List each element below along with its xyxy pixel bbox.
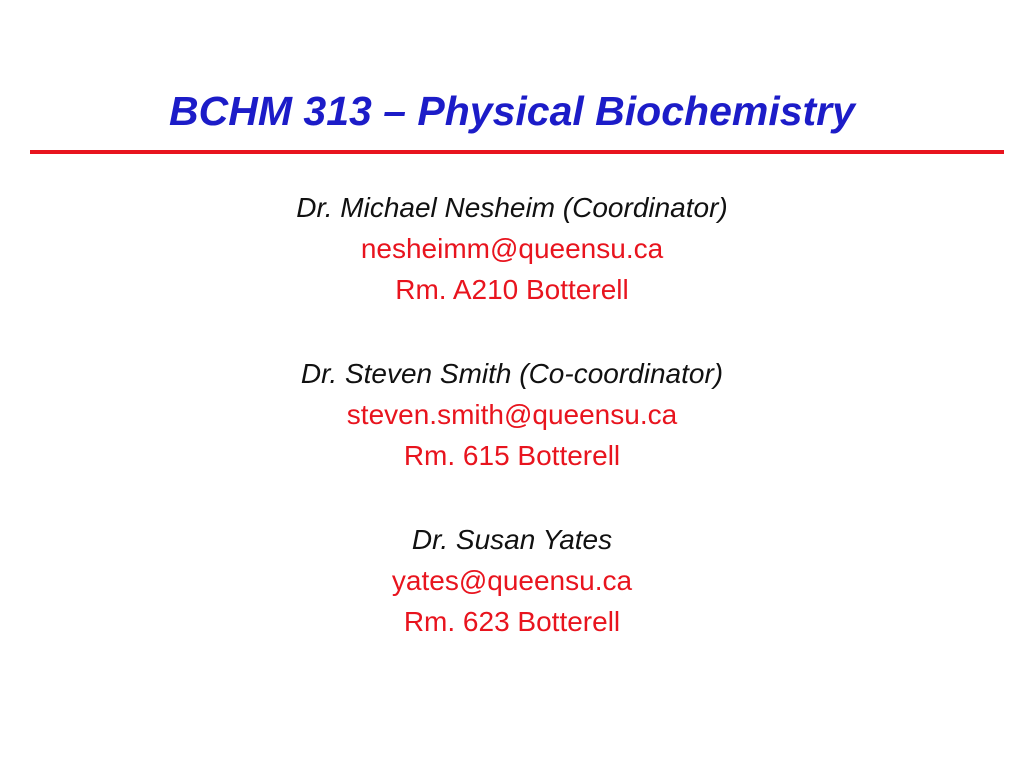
contact-block-nesheim xyxy=(0,187,1024,310)
contact-name: Dr. Michael Nesheim (Coordinator) xyxy=(296,192,728,223)
title-divider xyxy=(30,150,1004,154)
contact-name: Dr. Steven Smith (Co-coordinator) xyxy=(300,358,724,389)
contact-block-smith xyxy=(0,353,1024,476)
contact-email: steven.smith@queensu.ca xyxy=(346,399,678,430)
slide-title: BCHM 313 – Physical Biochemistry xyxy=(169,88,855,134)
contact-email: yates@queensu.ca xyxy=(391,565,633,596)
contact-name: Dr. Susan Yates xyxy=(411,524,613,555)
contact-room: Rm. 615 Botterell xyxy=(403,440,621,471)
contact-room: Rm. A210 Botterell xyxy=(395,274,629,305)
contact-room: Rm. 623 Botterell xyxy=(403,606,621,637)
contact-email: nesheimm@queensu.ca xyxy=(360,233,664,264)
contact-list xyxy=(0,187,1024,685)
contact-block-yates xyxy=(0,519,1024,642)
